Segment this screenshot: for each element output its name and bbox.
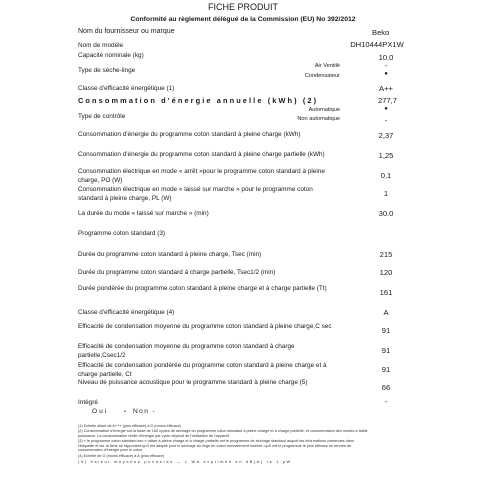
non-auto-label: Non automatique: [297, 116, 340, 122]
air-ventile-value: -: [384, 61, 388, 70]
eff-pleine-value: 91: [381, 326, 391, 335]
condensateur-label: Condensateur: [304, 73, 340, 79]
classe-cond-value: A: [383, 308, 389, 317]
fournisseur-label: Nom du fournisseur ou marque: [78, 28, 175, 35]
type-label: Type de sèche-linge: [78, 67, 136, 74]
laisse-label: Consommation électrique en mode « laissé sur marche » pour le programme coton standard à pleine charge, PL (W): [78, 186, 313, 202]
page-subtitle: Conformité au règlement délégué de la Commission (EU) No 392/2012: [130, 16, 356, 23]
eff-pleine-label: Efficacité de condensation moyenne du programme coton standard à pleine charge,C sec: [78, 323, 332, 330]
non-label: Non -: [133, 408, 157, 415]
conso-pleine-value: 2,37: [378, 131, 394, 140]
bruit-label: Niveau de puissance acoustique pour le programme standard à pleine charge (5): [78, 379, 308, 386]
integre-value: -: [384, 397, 388, 406]
programme-label: Programme coton standard (3): [78, 230, 166, 237]
capacite-value: 10.0: [378, 53, 394, 62]
duree-mode-label: La durée du mode « laissé sur marche » (min): [78, 210, 209, 217]
eff-partielle-value: 91: [381, 346, 391, 355]
conso-annuelle-value: 277,7: [378, 96, 398, 105]
automatique-label: Automatique: [308, 107, 340, 113]
separator-dot: •: [124, 409, 126, 415]
conso-pleine-label: Consommation d'énergie du programme coton standard à pleine charge (kWh): [78, 131, 301, 138]
oui-label: Oui: [92, 408, 109, 415]
duree-ponderee-label: Durée pondérée du programme coton standard à pleine charge et à charge partielle (Tt): [78, 285, 327, 292]
automatique-value: ●: [384, 106, 388, 112]
classe-cond-label: Classe d'efficacité énergétique (4): [78, 309, 175, 316]
conso-partielle-value: 1,25: [378, 151, 394, 160]
page-title: FICHE PRODUIT: [207, 2, 278, 12]
duree-pleine-label: Durée du programme coton standard à pleine charge, Tsec (min): [78, 251, 262, 258]
modele-label: Nom de modèle: [78, 42, 124, 49]
footnote-2: (2) Consommation d'énergie sur la base de 160 cycles de séchage du programme coton standard à pleine charge et à charge partielle, et consommation des modes à faible puissance. La consommation réelle d'énergie par cycle dépend de l'utilisation de l'appareil: [78, 429, 368, 438]
arret-value: 0,1: [380, 171, 392, 180]
laisse-value: 1: [383, 189, 389, 198]
duree-pleine-value: 215: [379, 250, 393, 259]
non-auto-value: -: [384, 116, 388, 125]
footnote-5: (5) Valeur moyenne pondérée — L WA exprimée en dB(A) re 1 pW: [78, 459, 292, 464]
eff-ponderee-label: Efficacité de condensation pondérée du programme coton standard à pleine charge et à charge partielle, Ct: [78, 362, 327, 378]
duree-ponderee-value: 161: [379, 288, 393, 297]
footnote-4: (4) Echelle de G (moins efficace) à A (plus efficace): [78, 454, 165, 458]
eff-partielle-label: Efficacité de condensation moyenne du programme coton standard à charge partielle,Csec1/2: [78, 343, 295, 359]
modele-value: DH10444PX1W: [350, 40, 404, 49]
duree-mode-value: 30.0: [378, 209, 394, 218]
classe-value: A++: [379, 84, 393, 93]
condensateur-value: ●: [384, 71, 388, 77]
capacite-label: Capacité nominale (kg): [78, 52, 144, 59]
duree-partielle-label: Durée du programme coton standard à charge partielle, Tsec1/2 (min): [78, 269, 276, 276]
classe-label: Classe d'efficacité énergétique (1): [78, 85, 175, 92]
controle-label: Type de contrôle: [78, 113, 126, 120]
integre-label: Intégré: [78, 399, 98, 406]
conso-annuelle-label: Consommation d'énergie annuelle (kWh) (2): [78, 96, 319, 105]
footnote-3: (3) « le programme coton standard sec » utilisé à pleine charge et à charge partielle est le programme de séchage standard auquel les informations contenues dans l'étiquette et sur la fiche se rapportent qu'il est adapté pour le séchage du linge en coton normalement humide, qu'il est le programme le plus efficace en termes de consommation d'énergie pour le coton.: [78, 439, 354, 453]
eff-ponderee-value: 91: [381, 365, 391, 374]
footnote-1: (1) Echelle allant de A+++ (plus efficace) à D (moins efficace): [78, 424, 181, 428]
fournisseur-value: Beko: [372, 28, 390, 37]
duree-partielle-value: 120: [379, 268, 393, 277]
air-ventile-label: Air Ventilé: [314, 63, 340, 69]
arret-label: Consommation électrique en mode « arrêt »pour le programme coton standard à pleine charge, PO (W): [78, 168, 325, 184]
conso-partielle-label: Consommation d'énergie du programme coton standard à pleine charge partielle (kWh): [78, 151, 325, 158]
bruit-value: 66: [381, 383, 391, 392]
